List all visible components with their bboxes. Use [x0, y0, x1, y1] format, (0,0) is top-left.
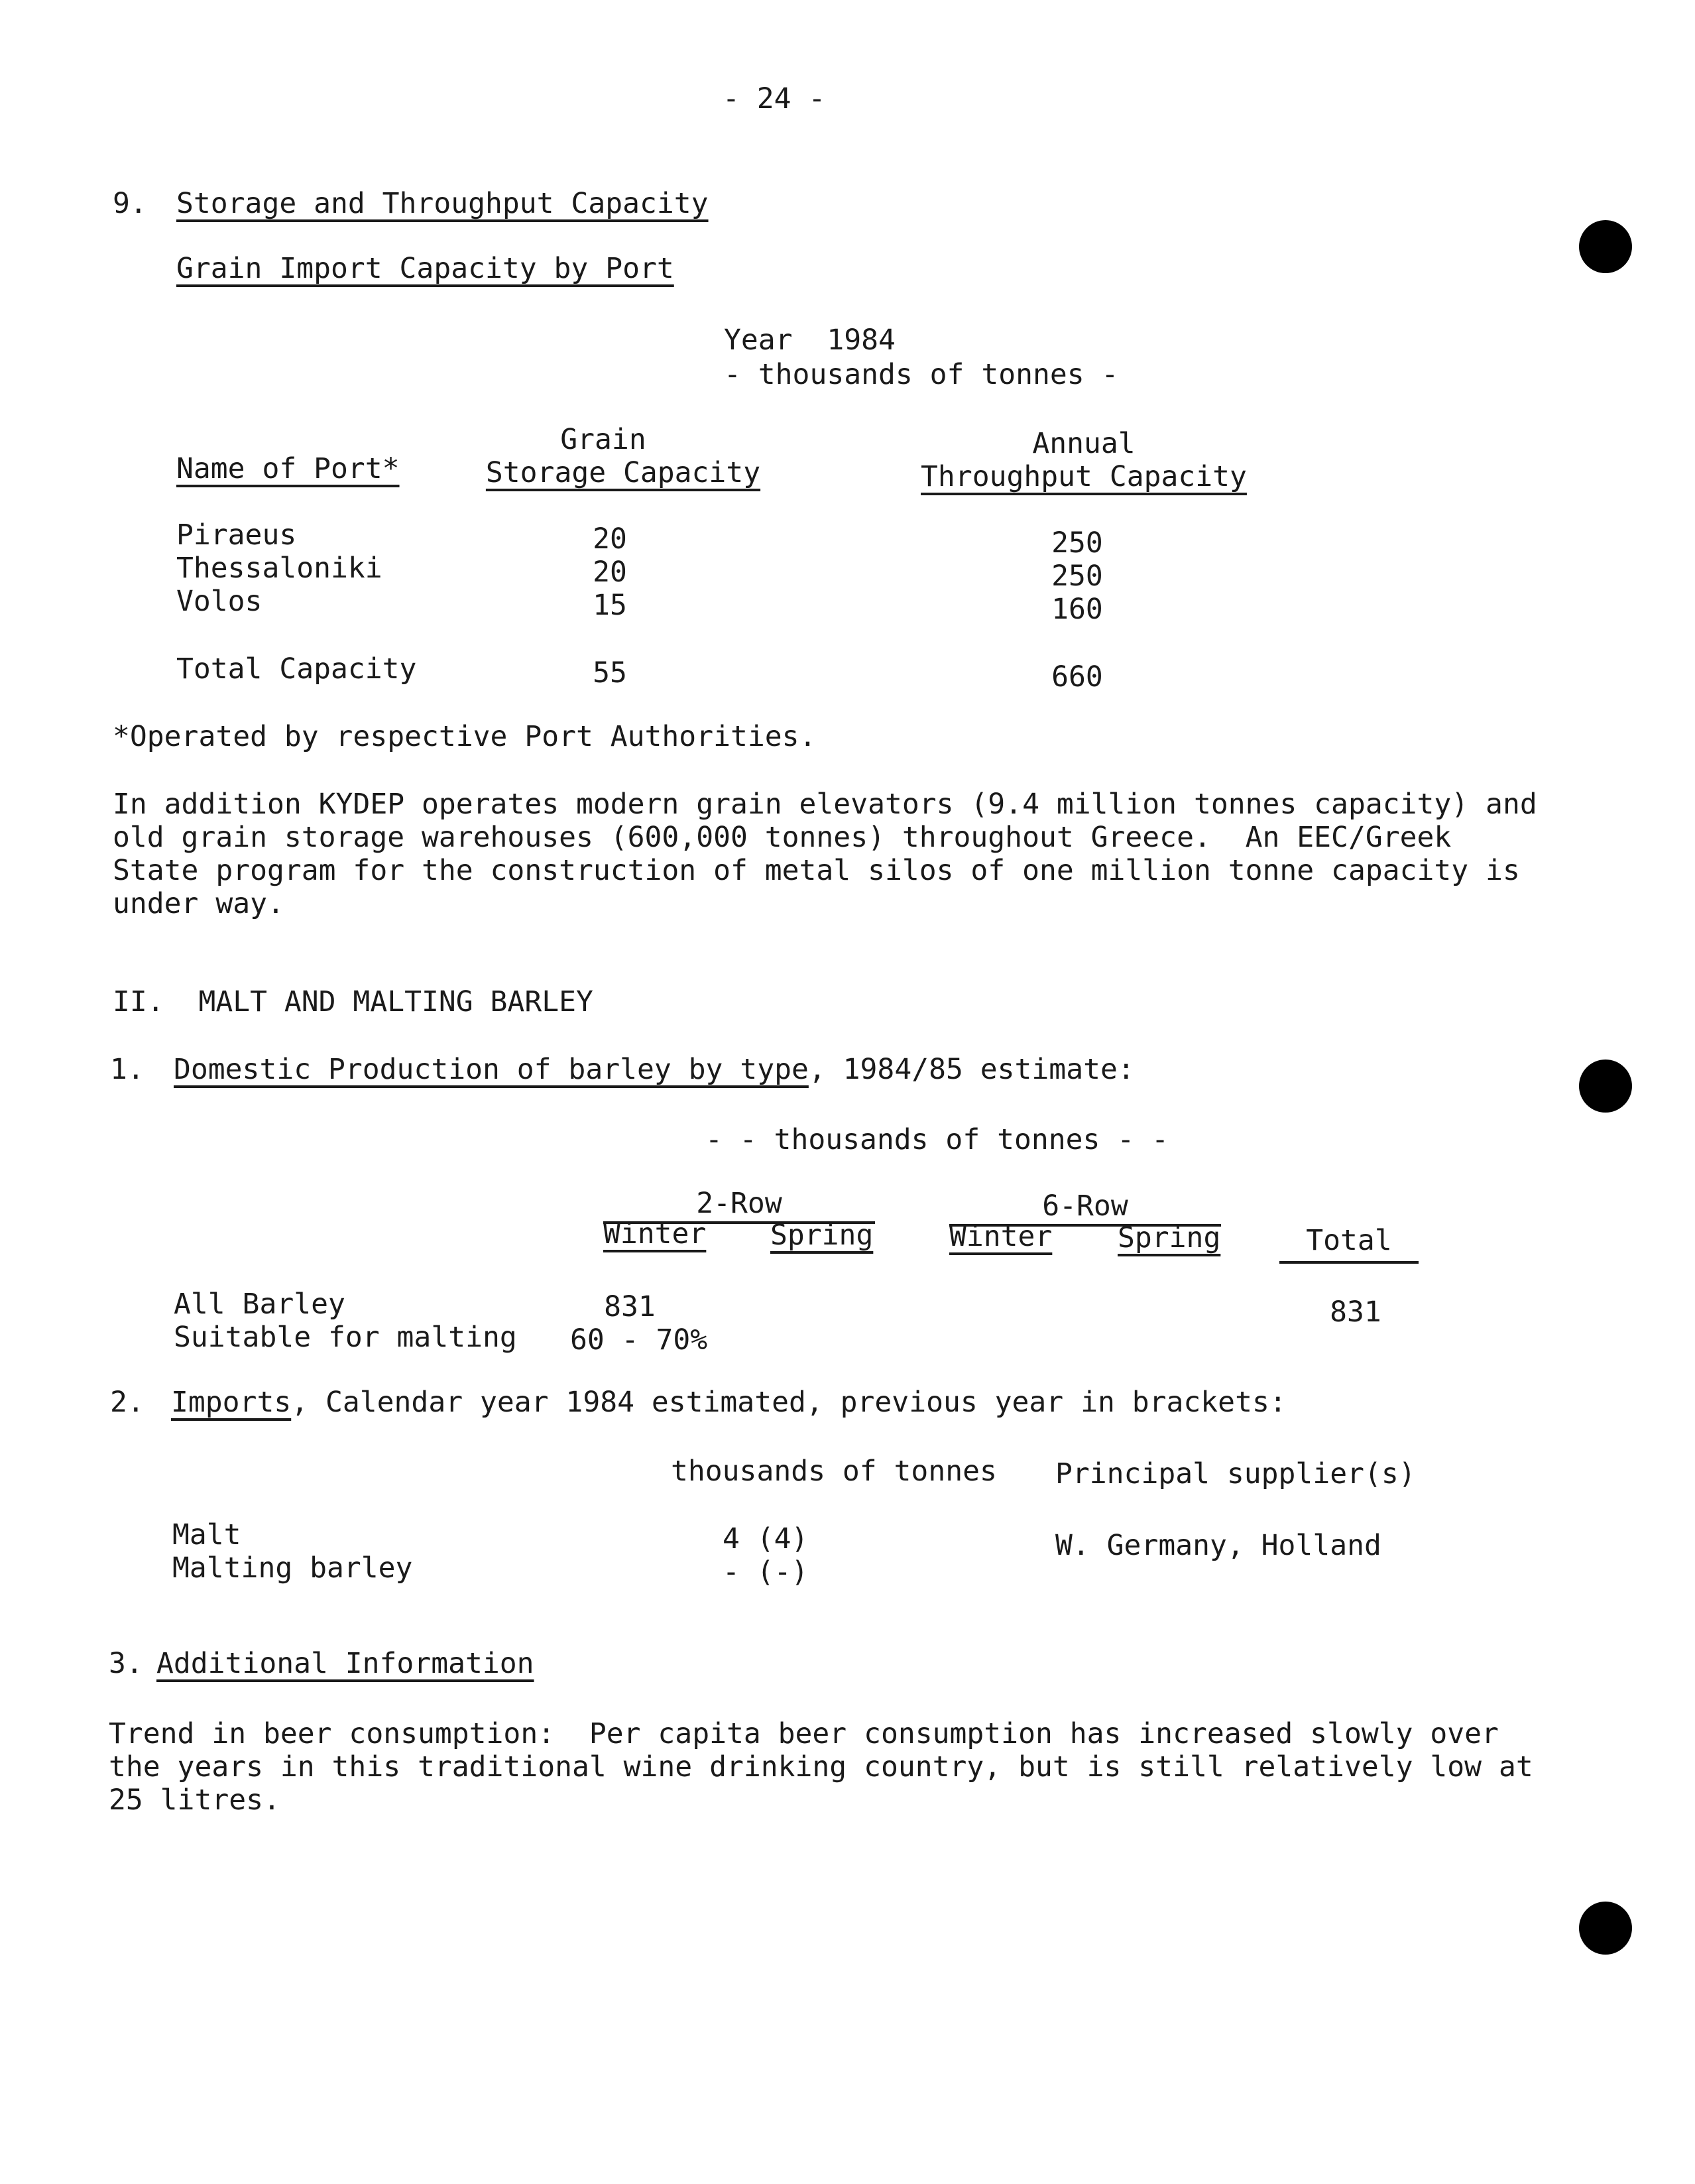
table-unit: - thousands of tonnes -	[724, 358, 1119, 391]
item-2-rest: , Calendar year 1984 estimated, previous year in brackets:	[291, 1386, 1287, 1419]
item-1-rest: , 1984/85 estimate:	[808, 1053, 1135, 1086]
paragraph-line: Trend in beer consumption: Per capita beer consumption has increased slowly over	[109, 1717, 1499, 1750]
item-2-number: 2.	[110, 1386, 145, 1419]
section-9-subtitle: Grain Import Capacity by Port	[176, 252, 674, 285]
item-3-number: 3.	[109, 1647, 143, 1680]
throughput-value: 250	[1051, 526, 1103, 560]
total-value: 831	[1330, 1296, 1381, 1329]
throughput-value: 250	[1051, 560, 1103, 593]
col-total: Total	[1306, 1224, 1392, 1257]
section-ii-heading: II. MALT AND MALTING BARLEY	[113, 985, 593, 1018]
row-label: All Barley	[174, 1288, 345, 1321]
two-row-winter-value: 60 - 70%	[570, 1323, 708, 1357]
port-name: Volos	[176, 585, 263, 618]
row-label: Malting barley	[172, 1551, 413, 1585]
col-total-rule	[1279, 1261, 1419, 1264]
item-2-heading	[171, 1386, 1287, 1419]
supplier-value: W. Germany, Holland	[1055, 1529, 1381, 1562]
item-2-title: Imports	[171, 1386, 292, 1419]
storage-value: 20	[593, 522, 627, 556]
section-9-number: 9.	[113, 187, 147, 220]
paragraph-line: old grain storage warehouses (600,000 tonnes) throughout Greece. An EEC/Greek	[113, 821, 1452, 854]
col-2row-spring: Spring	[770, 1219, 874, 1252]
throughput-header-top: Annual	[1032, 427, 1136, 460]
total-storage: 55	[593, 656, 627, 690]
quantity-value: - (-)	[723, 1555, 809, 1589]
row-label: Malt	[172, 1518, 241, 1551]
paragraph-line: 25 litres.	[109, 1784, 280, 1817]
group-2-row: 2-Row	[696, 1187, 782, 1220]
col-6row-winter: Winter	[949, 1220, 1053, 1253]
item-1-title: Domestic Production of barley by type	[174, 1053, 809, 1086]
table-year: Year 1984	[724, 324, 896, 357]
throughput-value: 160	[1051, 593, 1103, 626]
total-label: Total Capacity	[176, 652, 417, 686]
port-header: Name of Port*	[176, 452, 400, 485]
quantity-value: 4 (4)	[723, 1522, 809, 1555]
storage-value: 15	[593, 589, 627, 622]
paragraph-line: the years in this traditional wine drinking country, but is still relatively low at	[109, 1750, 1533, 1784]
barley-unit: - - thousands of tonnes - -	[705, 1123, 1169, 1156]
section-9-title: Storage and Throughput Capacity	[176, 187, 709, 220]
item-1-heading	[174, 1053, 1135, 1086]
item-3-title: Additional Information	[156, 1647, 534, 1680]
hole-punch-top	[1579, 220, 1632, 273]
col-6row-spring: Spring	[1118, 1221, 1221, 1254]
col-2row-winter: Winter	[603, 1217, 707, 1250]
throughput-header: Throughput Capacity	[921, 460, 1247, 493]
storage-header-top: Grain	[560, 423, 646, 456]
footnote: *Operated by respective Port Authorities.	[113, 720, 817, 753]
paragraph-line: under way.	[113, 887, 284, 920]
page-number: - 24 -	[723, 82, 826, 115]
port-name: Thessaloniki	[176, 552, 382, 585]
hole-punch-bottom	[1579, 1902, 1632, 1955]
two-row-winter-value: 831	[604, 1290, 656, 1323]
paragraph-line: State program for the construction of metal silos of one million tonne capacity is	[113, 854, 1520, 887]
item-1-number: 1.	[110, 1053, 145, 1086]
port-name: Piraeus	[176, 518, 297, 552]
storage-header: Storage Capacity	[485, 456, 761, 489]
paragraph-line: In addition KYDEP operates modern grain elevators (9.4 million tonnes capacity) and	[113, 788, 1537, 821]
col-quantity: thousands of tonnes	[671, 1455, 997, 1488]
storage-value: 20	[593, 556, 627, 589]
col-supplier: Principal supplier(s)	[1055, 1457, 1416, 1490]
hole-punch-middle	[1579, 1060, 1632, 1113]
group-6-row: 6-Row	[1042, 1189, 1128, 1223]
row-label: Suitable for malting	[174, 1321, 517, 1354]
total-throughput: 660	[1051, 660, 1103, 694]
